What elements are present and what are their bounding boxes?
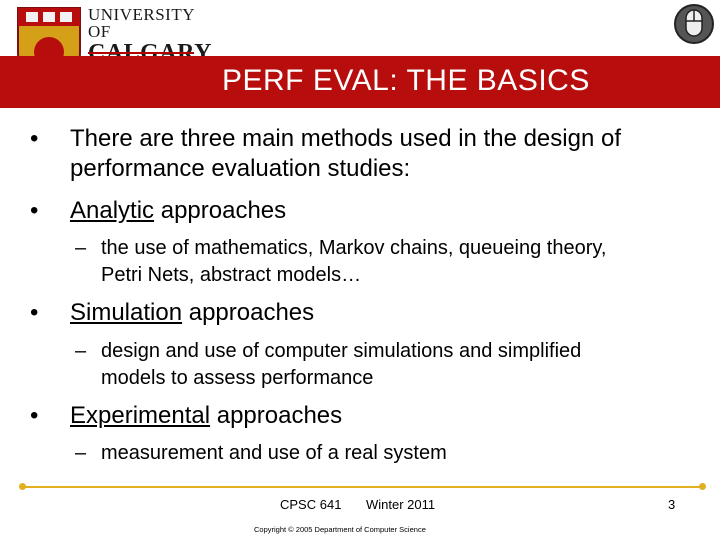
- sub-bullet-dash: –: [75, 340, 87, 362]
- bullet-emphasis: Analytic: [70, 197, 155, 224]
- bullet-text: Experimental approaches: [70, 402, 343, 429]
- bullet-text: There are three main methods used in the design of performance evaluation studies:: [70, 125, 621, 182]
- bullet-emphasis: Simulation: [70, 299, 183, 326]
- sub-bullet-dash: –: [75, 442, 87, 464]
- bullet-text: Simulation approaches: [70, 299, 315, 326]
- footer-rule: [22, 486, 702, 488]
- university-line-1: UNIVERSITY OF: [88, 5, 195, 41]
- sub-bullet-dash: –: [75, 237, 87, 259]
- bullet-dot: •: [30, 402, 39, 429]
- mouse-icon: [672, 2, 716, 46]
- page-number: 3: [668, 497, 676, 512]
- header-underline: [88, 52, 194, 54]
- footer-course: CPSC 641: [280, 497, 342, 512]
- footer-rule-end-left: [19, 483, 26, 490]
- sub-bullet-text: measurement and use of a real system: [101, 442, 447, 464]
- bullet-dot: •: [30, 125, 39, 152]
- sub-bullet-text: design and use of computer simulations and simplified models to assess performance: [101, 340, 582, 389]
- copyright-notice: Copyright © 2005 Department of Computer Science: [254, 525, 426, 534]
- footer-term: Winter 2011: [366, 497, 436, 512]
- bullet-emphasis: Experimental: [70, 402, 211, 429]
- footer-rule-end-right: [699, 483, 706, 490]
- sub-bullet-text: the use of mathematics, Markov chains, queueing theory, Petri Nets, abstract models…: [101, 237, 607, 286]
- bullet-dot: •: [30, 299, 39, 326]
- bullet-dot: •: [30, 197, 39, 224]
- slide-title: PERF EVAL: THE BASICS: [222, 64, 590, 97]
- bullet-text: Analytic approaches: [70, 197, 287, 224]
